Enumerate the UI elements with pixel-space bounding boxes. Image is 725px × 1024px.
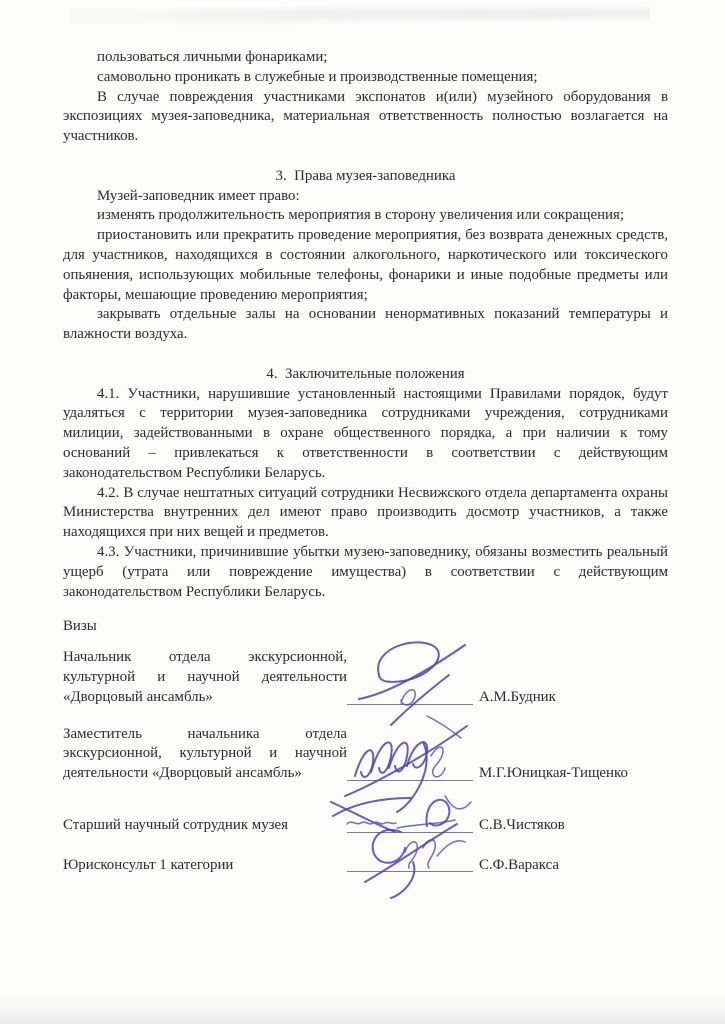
paragraph: самовольно проникать в служебные и производственные помещения; (97, 68, 538, 85)
signature-title: Заместитель начальника отдела экскурсионной, культурной и научной деятельности «Дворцовый ансамбль» (63, 725, 347, 782)
paragraph: пользоваться личными фонариками; (97, 49, 328, 65)
scan-smudge-top (70, 4, 650, 26)
signature-zone (347, 688, 556, 708)
signature-title: Старший научный сотрудник музея (63, 816, 289, 833)
signature-zone (347, 856, 559, 876)
paragraph: 4.1. Участники, нарушившие установленный настоящими Правилами порядок, будут удаляться с территории музея-заповедника сотрудниками учреждения, сотрудниками милиции, задействованными в охране общественного порядка, а при наличии к тому оснований – привлекаться к ответственности в соответствии с действующим законодательством Республики Беларусь. (63, 385, 668, 481)
signature-line (347, 704, 473, 705)
section-heading: 3. Права музея-заповедника (275, 167, 456, 184)
paragraph: 4.3. Участники, причинившие убытки музею-заповеднику, обязаны возместить реальный ущерб (утрата или повреждение имущества) в соответствии с действующим законодательством Республики Беларусь. (63, 543, 668, 600)
signature-zone (347, 764, 628, 784)
signature-row (63, 648, 668, 707)
signature-ink-chistyakov (327, 786, 477, 846)
paragraph: Музей-заповедник имеет право: (97, 187, 300, 204)
signatory-name: М.Г.Юницкая-Тищенко (479, 765, 628, 782)
section-heading: 4. Заключительные положения (266, 365, 465, 382)
signature-title: Юрисконсульт 1 категории (63, 856, 234, 873)
signature-row (63, 725, 668, 784)
document-body (63, 48, 668, 875)
signature-line (347, 832, 473, 833)
signature-ink-budnik (353, 633, 473, 728)
signature-line (347, 780, 473, 781)
visas-label: Визы (63, 618, 97, 635)
signature-ink-yunitskaya (341, 714, 481, 814)
signatory-name: С.Ф.Варакса (479, 856, 560, 873)
paragraph: закрывать отдельные залы на основании ненормативных показаний температуры и влажности воздуха. (63, 306, 668, 343)
scan-shadow-bottom (0, 994, 725, 1024)
signature-line (347, 871, 473, 872)
paragraph: приостановить или прекратить проведение мероприятия, без возврата денежных средств, для участников, находящихся в состоянии алкогольного, наркотического или токсического опьянения, использующих мобильные телефоны, фонарики и иные подобные предметы или факторы, мешающие проведению мероприятия; (63, 227, 668, 303)
signature-title: Начальник отдела экскурсионной, культурной и научной деятельности «Дворцовый ансамбль» (63, 649, 347, 705)
signature-zone (347, 816, 565, 836)
signatory-name: А.М.Будник (479, 688, 556, 705)
signature-row (63, 816, 668, 836)
paragraph: В случае повреждения участниками экспонатов и(или) музейного оборудования в экспозициях музея-заповедника, материальная ответственность полностью возлагается на участников. (63, 88, 668, 145)
paragraph: 4.2. В случае нештатных ситуаций сотрудники Несвижского отдела департамента охраны Министерства внутренних дел имеют право производить досмотр участников, а также находящихся при них вещей и предметов. (63, 484, 668, 541)
paragraph: изменять продолжительность мероприятия в сторону увеличения или сокращения; (97, 207, 624, 224)
signature-row (63, 856, 668, 876)
signatory-name: С.В.Чистяков (479, 816, 565, 833)
